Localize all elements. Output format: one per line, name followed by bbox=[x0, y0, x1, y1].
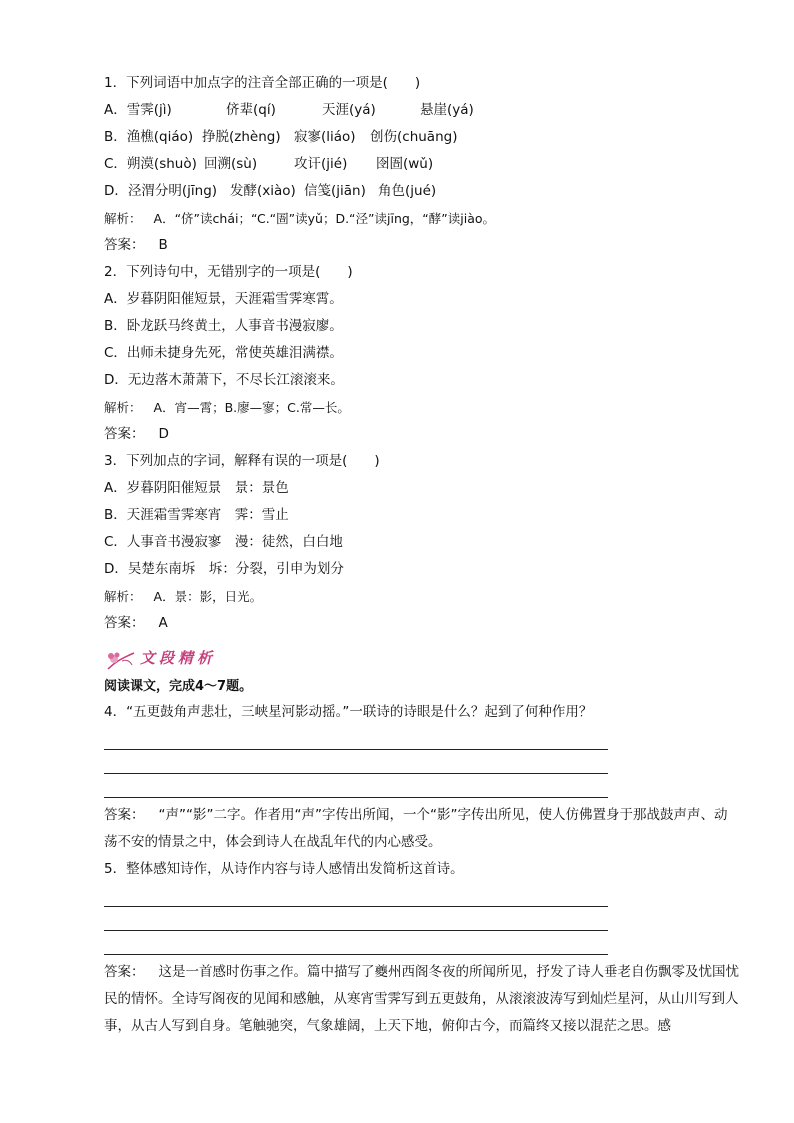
question-4-answer: 答案： “声”“影”二字。作者用“声”字传出所闻，一个“影”字传出所见，使人仿佛置身于那战鼓声声、动荡不安的情景之中，体会到诗人在战乱年代的内心感受。 bbox=[104, 807, 728, 850]
section-header bbox=[104, 645, 744, 675]
question-5-stem: 5．整体感知诗作，从诗作内容与诗人感情出发简析这首诗。 bbox=[104, 861, 464, 877]
question-5-answer: 答案： 这是一首感时伤事之作。篇中描写了夔州西阁冬夜的所闻所见，抒发了诗人垂老自伤飘零及忧国忧民的情怀。全诗写阁夜的见闻和感触，从寒宵雪霁写到五更鼓角，从滚滚波涛写到灿烂星河，从山川写到人事，从古人写到自身。笔触驰突，气象雄阔，上天下地，俯仰古今，而篇终又接以混茫之思。感 bbox=[104, 964, 739, 1034]
answer-blank-line[interactable] bbox=[104, 726, 608, 750]
answer-blank-line[interactable] bbox=[104, 750, 608, 774]
question-1-stem: 1．下列词语中加点字的注音全部正确的一项是( ) bbox=[104, 75, 421, 91]
question-1-answer: 答案： B bbox=[104, 237, 168, 253]
question-3-option-d: D．吴楚东南坼 坼：分裂，引申为划分 bbox=[104, 561, 344, 577]
section-title: 文段精析 bbox=[140, 649, 217, 667]
answer-blank-line[interactable] bbox=[104, 883, 608, 907]
question-3-analysis: 解析： A．景：影，日光。 bbox=[104, 589, 263, 604]
question-2-stem: 2．下列诗句中，无错别字的一项是( ) bbox=[104, 264, 353, 280]
question-3-stem: 3．下列加点的字词，解释有误的一项是( ) bbox=[104, 453, 380, 469]
question-1-option-a: A．雪霁(jì) 侪辈(qí) 天涯(yá) 悬崖(yá) bbox=[104, 102, 474, 118]
answer-blank-line[interactable] bbox=[104, 907, 608, 931]
question-1-analysis: 解析： A．“侪”读chái；“C.“圄”读yǔ；D.“泾”读jīng，“酵”读jiào。 bbox=[104, 211, 496, 226]
question-2-analysis: 解析： A．宵—霄；B.廖—寥；C.常—长。 bbox=[104, 400, 350, 415]
question-2-option-d: D．无边落木萧萧下，不尽长江滚滚来。 bbox=[104, 372, 344, 388]
question-1-option-d: D．泾渭分明(jīng) 发酵(xiào) 信笺(jiān) 角色(jué) bbox=[104, 183, 437, 199]
question-2-option-b: B．卧龙跃马终黄土，人事音书漫寂廖。 bbox=[104, 318, 343, 334]
question-3-option-a: A．岁暮阴阳催短景 景：景色 bbox=[104, 480, 289, 496]
question-1-option-c: C．朔漠(shuò) 回溯(sù) 攻讦(jié) 囹圄(wǔ) bbox=[104, 156, 434, 172]
question-3-option-c: C．人事音书漫寂寥 漫：徒然，白白地 bbox=[104, 534, 343, 550]
question-2-option-a: A．岁暮阴阳催短景，天涯霜雪霁寒霄。 bbox=[104, 291, 343, 307]
question-3-option-b: B．天涯霜雪霁寒宵 霁：雪止 bbox=[104, 507, 289, 523]
question-2-option-c: C．出师未捷身先死，常使英雄泪满襟。 bbox=[104, 345, 343, 361]
question-2-answer: 答案： D bbox=[104, 426, 169, 442]
answer-blank-line[interactable] bbox=[104, 774, 608, 798]
question-3-answer: 答案： A bbox=[104, 615, 168, 631]
answer-blank-line[interactable] bbox=[104, 931, 608, 955]
question-4-stem: 4．“五更鼓角声悲壮，三峡星河影动摇。”一联诗的诗眼是什么？起到了何种作用？ bbox=[104, 704, 593, 720]
question-1-option-b: B．渔樵(qiáo) 挣脱(zhèng) 寂寥(liáo) 创伤(chuāng) bbox=[104, 129, 458, 145]
document-page bbox=[104, 70, 744, 1040]
flower-icon bbox=[104, 649, 138, 673]
section-instruction: 阅读课文，完成4～7题。 bbox=[104, 679, 253, 694]
